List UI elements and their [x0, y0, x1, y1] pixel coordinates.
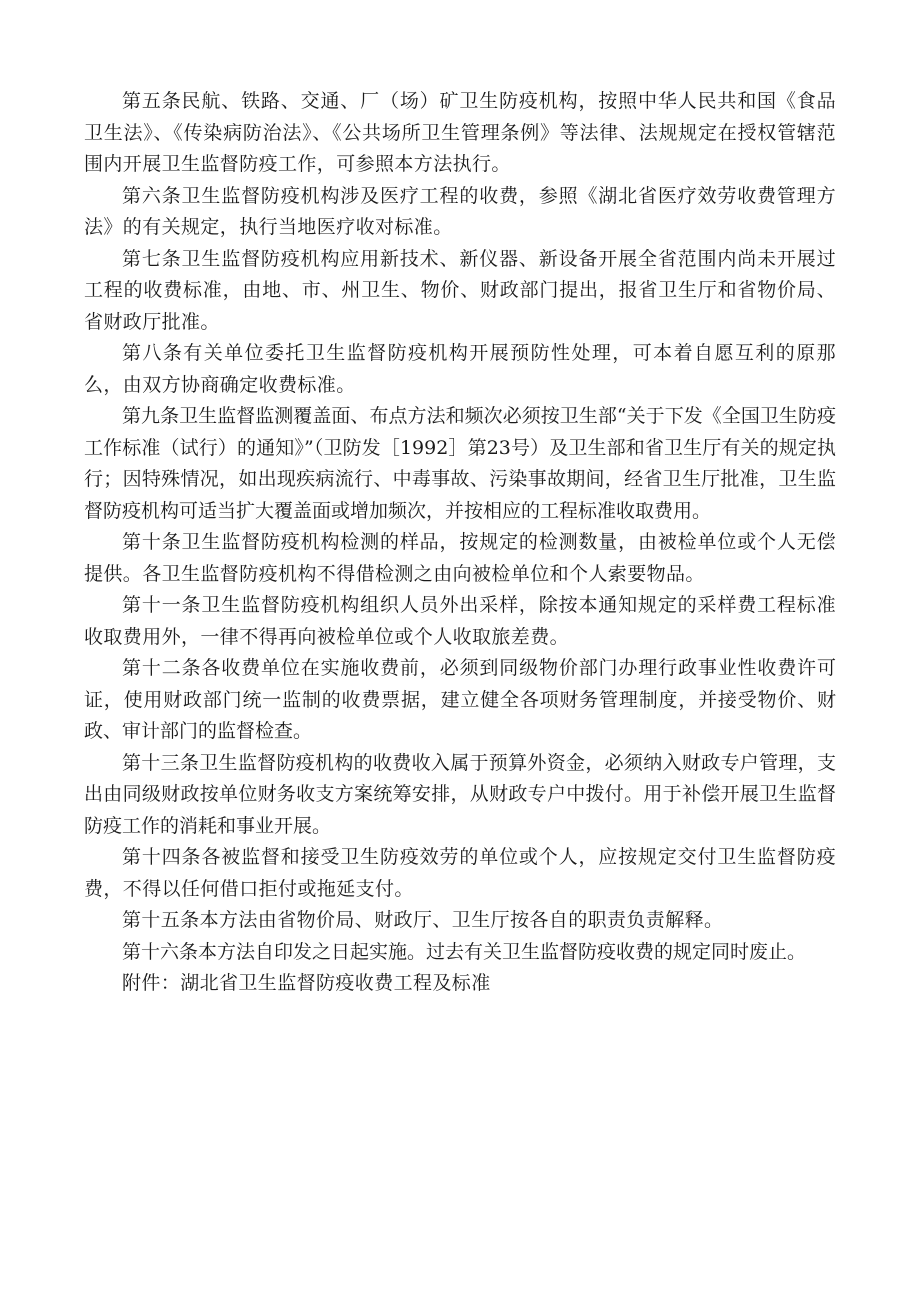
document-body: [84, 86, 836, 1000]
article-5-paragraph: 第五条民航、铁路、交通、厂（场）矿卫生防疫机构，按照中华人民共和国《食品卫生法》、《传染病防治法》、《公共场所卫生管理条例》等法律、法规规定在授权管辖范围内开展卫生监督防疫工作，可参照本方法执行。: [84, 90, 836, 175]
article-8-paragraph: 第八条有关单位委托卫生监督防疫机构开展预防性处理，可本着自愿互利的原那么，由双方协商确定收费标准。: [84, 342, 836, 396]
article-6-paragraph: 第六条卫生监督防疫机构涉及医疗工程的收费，参照《湖北省医疗效劳收费管理方法》的有关规定，执行当地医疗收对标准。: [84, 184, 836, 238]
article-16-paragraph: 第十六条本方法自印发之日起实施。过去有关卫生监督防疫收费的规定同时废止。: [122, 940, 807, 963]
article-10-paragraph: 第十条卫生监督防疫机构检测的样品，按规定的检测数量，由被检单位或个人无偿提供。各卫生监督防疫机构不得借检测之由向被检单位和个人索要物品。: [84, 531, 836, 585]
article-9-paragraph: 第九条卫生监督监测覆盖面、布点方法和频次必须按卫生部“关于下发《全国卫生防疫工作标准（试行）的通知》”（卫防发［1992］第23号）及卫生部和省卫生厅有关的规定执行；因特殊情况，如出现疾病流行、中毒事故、污染事故期间，经省卫生厅批准，卫生监督防疫机构可适当扩大覆盖面或增加频次，并按相应的工程标准收取费用。: [84, 405, 836, 522]
article-14-paragraph: 第十四条各被监督和接受卫生防疫效劳的单位或个人，应按规定交付卫生监督防疫费，不得以任何借口拒付或拖延支付。: [84, 846, 836, 900]
article-7-paragraph: 第七条卫生监督防疫机构应用新技术、新仪器、新设备开展全省范围内尚未开展过工程的收费标准，由地、市、州卫生、物价、财政部门提出，报省卫生厅和省物价局、省财政厅批准。: [84, 247, 836, 333]
attachment-line: 附件：湖北省卫生监督防疫收费工程及标准: [122, 972, 491, 994]
article-15-paragraph: 第十五条本方法由省物价局、财政厅、卫生厅按各自的职责负责解释。: [122, 909, 724, 931]
article-13-paragraph: 第十三条卫生监督防疫机构的收费收入属于预算外资金，必须纳入财政专户管理，支出由同级财政按单位财务收支方案统筹安排，从财政专户中拨付。用于补偿开展卫生监督防疫工作的消耗和事业开展。: [84, 751, 836, 837]
article-11-paragraph: 第十一条卫生监督防疫机构组织人员外出采样，除按本通知规定的采样费工程标准收取费用外，一律不得再向被检单位或个人收取旅差费。: [84, 594, 836, 648]
article-12-paragraph: 第十二条各收费单位在实施收费前，必须到同级物价部门办理行政事业性收费许可证，使用财政部门统一监制的收费票据，建立健全各项财务管理制度，并接受物价、财政、审计部门的监督检查。: [84, 657, 836, 742]
